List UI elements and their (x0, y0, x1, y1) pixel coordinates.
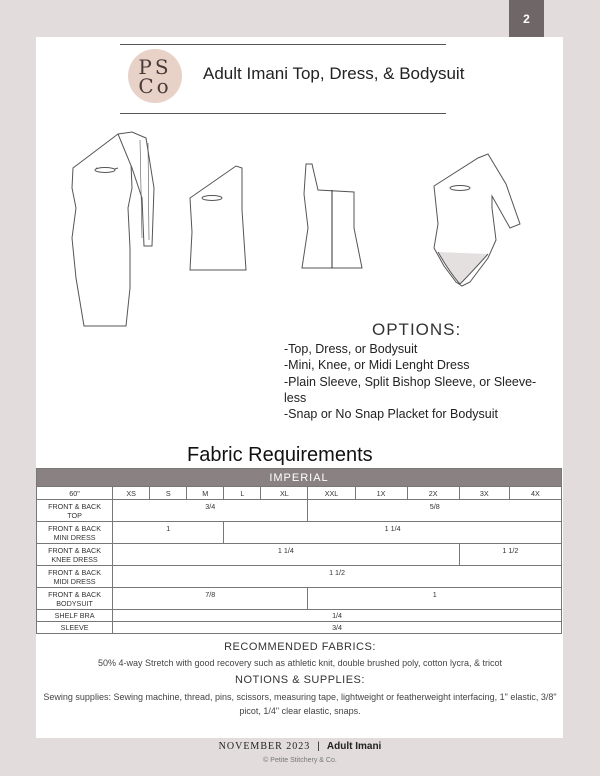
row-label-line: FRONT & BACK (48, 545, 102, 555)
table-cell: 1 1/2 (459, 544, 561, 566)
notions-text: Sewing supplies: Sewing machine, thread, pins, scissors, measuring tape, lightweight or featherweight interfacing, 1" elastic, 3/8" picot, 1/4" clear elastic, snaps. (43, 692, 557, 716)
table-row (37, 500, 562, 522)
row-label-line: MIDI DRESS (53, 576, 96, 586)
row-label (37, 588, 113, 610)
row-label-line: FRONT & BACK (48, 567, 102, 577)
footer-separator: | (317, 741, 320, 752)
table-row (37, 588, 562, 610)
row-label-line: MINI DRESS (53, 532, 96, 542)
table-cell: 1 (113, 522, 224, 544)
page-number: 2 (523, 11, 530, 26)
option-item: -Mini, Knee, or Midi Lenght Dress (284, 358, 470, 373)
header-rule-bottom (120, 113, 446, 114)
row-label-line: TOP (67, 510, 82, 520)
size-header: 2X (407, 487, 459, 500)
option-item: -Plain Sleeve, Split Bishop Sleeve, or Sleeve-less (284, 374, 537, 405)
document-title: Adult Imani Top, Dress, & Bodysuit (203, 64, 465, 83)
table-cell: 1 (308, 588, 562, 610)
options-list (284, 341, 544, 422)
imperial-header: IMPERIAL (37, 469, 562, 487)
brand-logo (128, 49, 182, 103)
row-label-line: FRONT & BACK (48, 501, 102, 511)
logo-line-1: PS (138, 55, 172, 79)
size-header: 4X (509, 487, 561, 500)
table-row (37, 566, 562, 588)
table-cell: 5/8 (308, 500, 562, 522)
row-label-line: KNEE DRESS (51, 554, 98, 564)
table-cell: 1/4 (113, 610, 562, 622)
page-number-tab (509, 0, 544, 37)
row-label-line: BODYSUIT (56, 598, 93, 608)
table-row (37, 522, 562, 544)
footer-pattern-name: Adult Imani (326, 741, 382, 752)
row-label: SHELF BRA (37, 610, 113, 622)
footer-date: NOVEMBER 2023 (218, 741, 311, 752)
fabric-requirements-heading: Fabric Requirements (187, 444, 373, 466)
width-label: 60" (37, 487, 113, 500)
size-header: XL (261, 487, 308, 500)
top-illustration (190, 166, 246, 270)
garment-illustrations (60, 128, 540, 333)
table-cell: 1 1/2 (113, 566, 562, 588)
row-label-line: FRONT & BACK (48, 523, 102, 533)
header-rule-top (120, 44, 446, 45)
size-header-row (37, 487, 562, 500)
option-item: -Snap or No Snap Placket for Bodysuit (284, 407, 499, 422)
back-view-illustration (302, 164, 362, 268)
recommended-fabrics-heading: RECOMMENDED FABRICS: (224, 641, 376, 653)
row-label: SLEEVE (37, 622, 113, 634)
table-cell: 3/4 (113, 500, 308, 522)
notions-heading: NOTIONS & SUPPLIES: (235, 674, 365, 686)
size-header: XXL (308, 487, 355, 500)
size-header: L (224, 487, 261, 500)
option-item: -Top, Dress, or Bodysuit (284, 342, 418, 356)
table-cell: 3/4 (113, 622, 562, 634)
dress-illustration (72, 132, 154, 326)
row-label (37, 500, 113, 522)
recommended-fabrics-text: 50% 4-way Stretch with good recovery such as athletic knit, double brushed poly, cotton lycra, & tricot (97, 658, 503, 668)
table-row (37, 610, 562, 622)
table-row (37, 622, 562, 634)
row-label-line: FRONT & BACK (48, 589, 102, 599)
size-header: XS (113, 487, 150, 500)
page-footer (0, 741, 600, 752)
bodysuit-illustration (434, 154, 520, 286)
size-header: M (187, 487, 224, 500)
row-label (37, 544, 113, 566)
table-cell: 1 1/4 (224, 522, 562, 544)
size-header: S (150, 487, 187, 500)
options-heading: OPTIONS: (372, 320, 462, 339)
logo-line-2: Co (138, 74, 172, 98)
table-cell: 1 1/4 (113, 544, 460, 566)
size-header: 3X (459, 487, 509, 500)
size-header: 1X (355, 487, 407, 500)
copyright-notice: © Petite Stitchery & Co. (263, 757, 337, 764)
table-row (37, 544, 562, 566)
row-label (37, 566, 113, 588)
table-cell: 7/8 (113, 588, 308, 610)
row-label (37, 522, 113, 544)
fabric-requirements-table (36, 468, 562, 634)
